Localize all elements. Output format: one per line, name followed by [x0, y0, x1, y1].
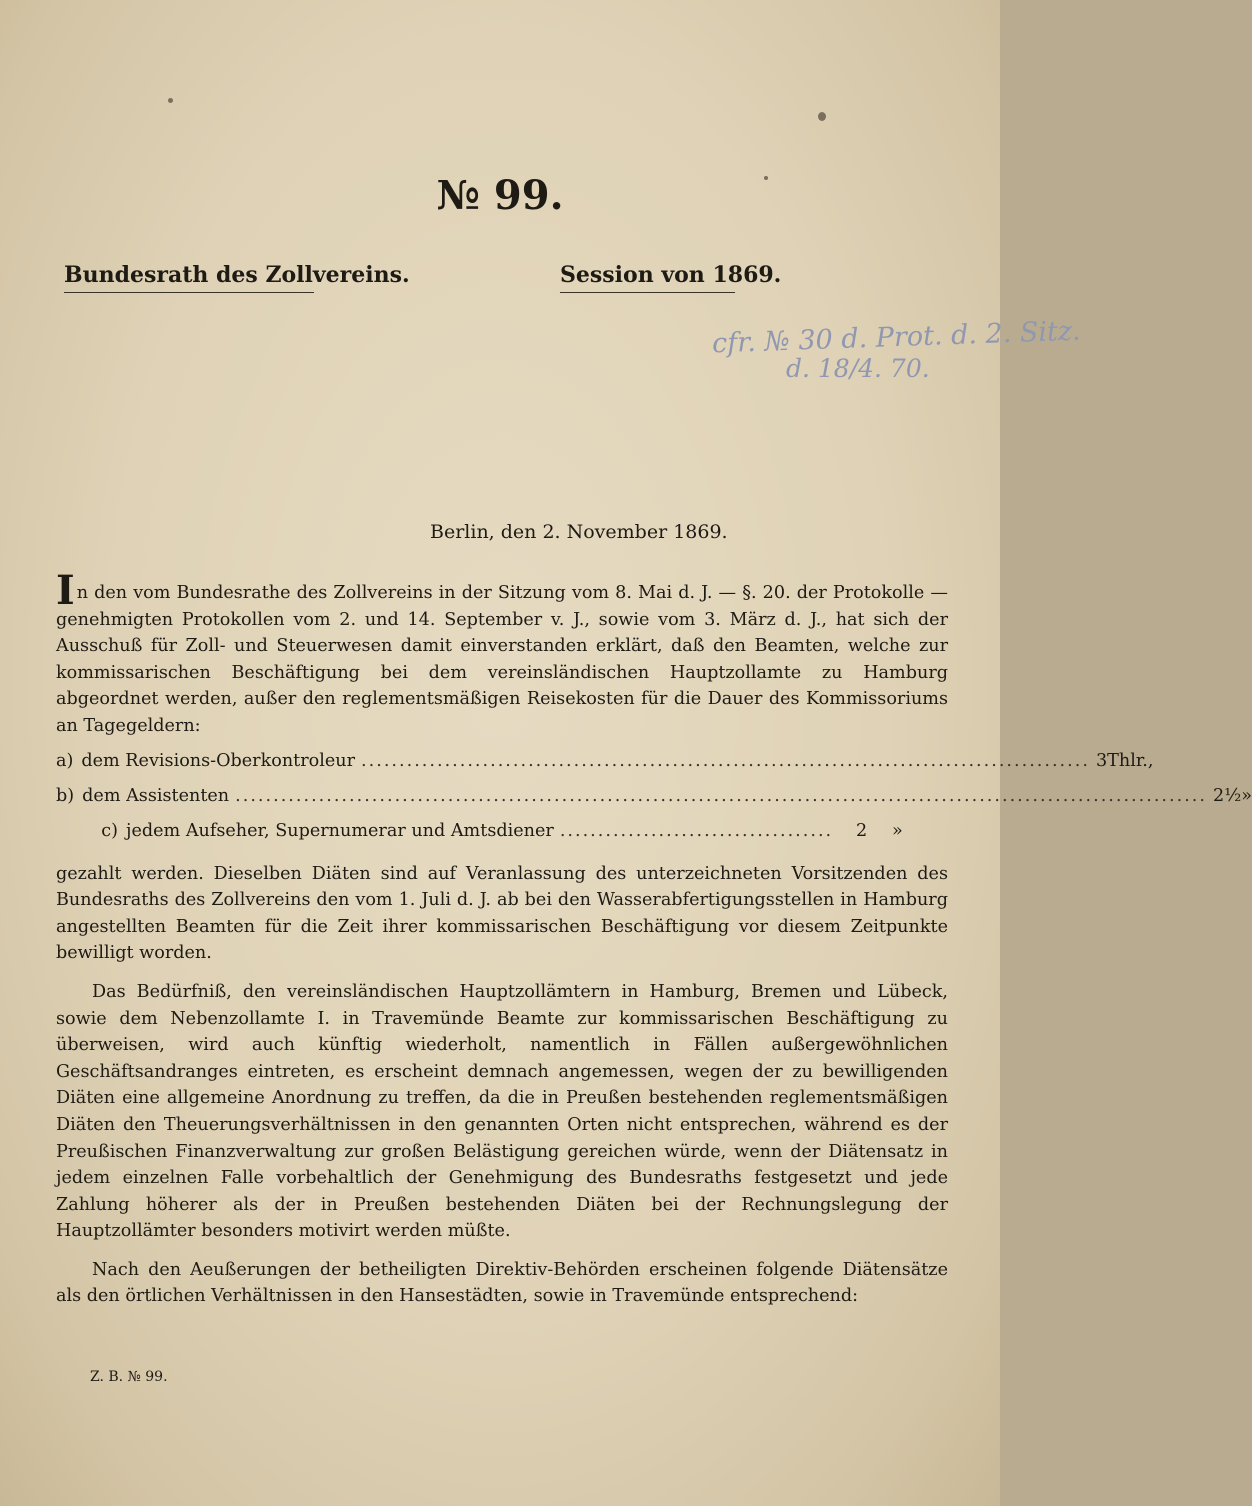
- document-body: [56, 567, 1252, 1310]
- header-session: Session von 1869.: [560, 262, 735, 293]
- drop-initial: I: [56, 567, 75, 614]
- dot-leader: ................................................................................................................................: [235, 785, 1207, 806]
- item-label: c): [101, 820, 118, 841]
- paragraph-3: Nach den Aeußerungen der betheiligten Direktiv-Behörden erscheinen folgende Diätensätze als den örtlichen Verhältnissen in den Hansestädten, sowie in Travemünde entsprechend:: [56, 1259, 948, 1307]
- allowance-list: [56, 748, 1252, 853]
- paragraph-1-text: n den vom Bundesrathe des Zollvereins in der Sitzung vom 8. Mai d. J. — §. 20. der Protokolle — genehmigten Protokollen vom 2. und 14. September v. J., sowie vom 3. März d. J., hat sich der Ausschuß für Zoll- und Steuerwesen damit einverstanden erklärt, daß den Beamten, welche zur kommissarischen Beschäftigung bei dem vereinsländischen Hauptzollamte zu Hamburg abgeordnet werden, außer den reglementsmäßigen Reisekosten für die Dauer des Kommissoriums an Tagegeldern:: [56, 583, 948, 736]
- paper-spot: [168, 98, 173, 103]
- item-amount: 2: [856, 820, 868, 841]
- document-number: № 99.: [436, 172, 564, 219]
- dot-leader: ....................................: [559, 820, 834, 841]
- footer-reference: Z. B. № 99.: [90, 1369, 168, 1385]
- handwritten-note: cfr. № 30 d. Prot. d. 2. Sitz.: [711, 315, 1082, 360]
- header-issuer: Bundesrath des Zollvereins.: [64, 262, 314, 293]
- paragraph-1-continued: gezahlt werden. Dieselben Diäten sind auf Veranlassung des unterzeichneten Vorsitzenden des Bundesraths des Zollvereins den vom 1. Juli d. J. ab bei den Wasserabfertigungsstellen in Hamburg angestellten Beamten für die Zeit ihrer kommissarischen Beschäftigung vor diesem Zeitpunkte bewilligt worden.: [56, 863, 948, 964]
- paragraph-1: [56, 567, 948, 740]
- item-label: b): [56, 785, 75, 806]
- handwritten-note-date: d. 18/4. 70.: [786, 354, 930, 383]
- item-unit: Thlr.,: [1107, 750, 1154, 771]
- item-amount: 2½: [1213, 785, 1242, 806]
- item-unit: »: [1241, 785, 1252, 806]
- list-item: [56, 818, 948, 853]
- dateline: Berlin, den 2. November 1869.: [430, 521, 728, 543]
- item-amount: 3: [1095, 750, 1108, 771]
- item-text: jedem Aufseher, Supernumerar und Amtsdiener: [126, 820, 554, 841]
- list-item: [56, 783, 1252, 818]
- item-text: dem Assistenten: [82, 785, 230, 806]
- paper-spot: [818, 112, 826, 121]
- paragraph-2: Das Bedürfniß, den vereinsländischen Hauptzollämtern in Hamburg, Bremen und Lübeck, sowie dem Nebenzollamte I. in Travemünde Beamte zur kommissarischen Beschäftigung zu überweisen, wird auch künftig wiederholt, namentlich in Fällen außergewöhnlichen Geschäftsandranges eintreten, es erscheint demnach angemessen, wegen der zu bewilligenden Diäten eine allgemeine Anordnung zu treffen, da die in Preußen bestehenden reglementsmäßigen Diäten den Theuerungsverhältnissen in den genannten Orten nicht entsprechen, während es der Preußischen Finanzverwaltung zur großen Belästigung gereichen würde, wenn der Diätensatz in jedem einzelnen Falle vorbehaltlich der Genehmigung des Bundesraths festgesetzt und jede Zahlung höherer als der in Preußen bestehenden Diäten bei der Rechnungslegung der Hauptzollämter besonders motivirt werden müßte.: [56, 981, 948, 1242]
- dot-leader: ................................................................................................: [361, 750, 1090, 771]
- item-unit: »: [892, 820, 903, 841]
- item-text: dem Revisions-Oberkontroleur: [81, 750, 356, 771]
- list-item: [56, 748, 1154, 783]
- item-label: a): [56, 750, 74, 771]
